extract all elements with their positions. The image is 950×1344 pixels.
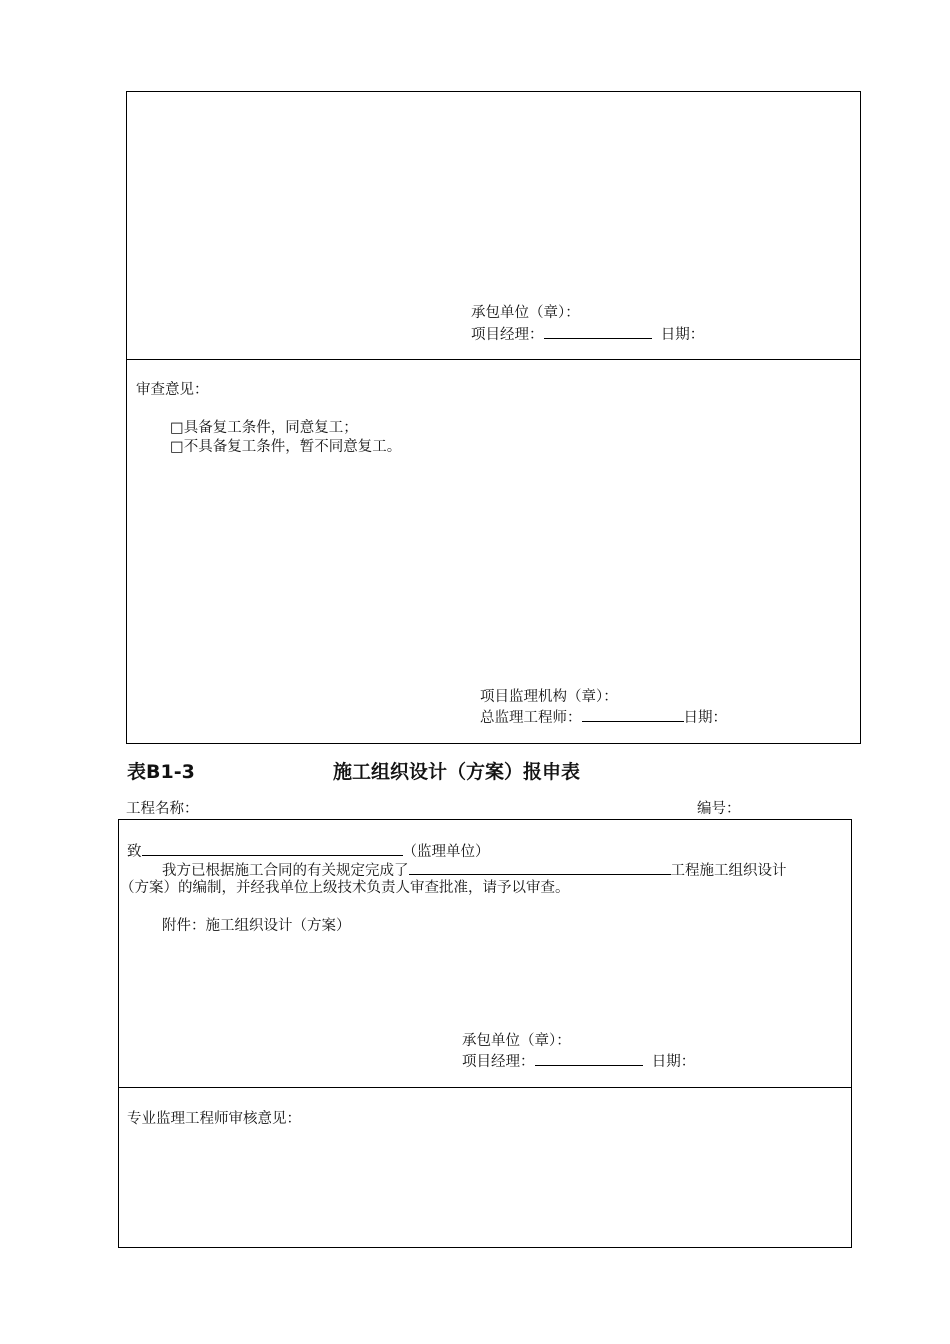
- b13-pm-signature-field[interactable]: [535, 1051, 643, 1066]
- top-pm-label: 项目经理：: [471, 327, 544, 343]
- top-chief-engineer-label: 总监理工程师：: [480, 710, 582, 726]
- top-pm-line: [471, 324, 704, 344]
- top-date-label: 日期：: [660, 327, 705, 343]
- b13-pm-line: [462, 1051, 695, 1071]
- b13-contractor-stamp: 承包单位（章）：: [462, 1033, 571, 1049]
- to-suffix: （监理单位）: [402, 844, 490, 860]
- b13-form-divider: [118, 1087, 852, 1088]
- body-line-2: （方案）的编制，并经我单位上级技术负责人审查批准，请予以审查。: [120, 880, 570, 896]
- top-review-title: 审查意见：: [136, 382, 209, 398]
- project-name-field[interactable]: [409, 860, 671, 875]
- option-reject-resume[interactable]: □不具备复工条件，暂不同意复工。: [170, 439, 402, 455]
- top-form-divider: [126, 359, 861, 360]
- b13-review-title: 专业监理工程师审核意见：: [127, 1111, 301, 1127]
- table-number: 表B1-3: [127, 761, 195, 783]
- top-pm-signature-field[interactable]: [544, 324, 652, 339]
- b13-pm-label: 项目经理：: [462, 1054, 535, 1070]
- top-chief-date-label: 日期：: [683, 710, 727, 726]
- addressee-line: [127, 841, 490, 861]
- top-chief-line: [480, 707, 727, 727]
- attachment-line: 附件：施工组织设计（方案）: [162, 918, 351, 934]
- body-text-part2: 工程施工组织设计: [670, 863, 787, 879]
- serial-number-label: 编号：: [697, 801, 741, 817]
- project-name-label: 工程名称：: [126, 801, 199, 817]
- supervision-unit-field[interactable]: [142, 841, 403, 856]
- b13-date-label: 日期：: [651, 1054, 696, 1070]
- top-supervision-stamp: 项目监理机构（章）：: [480, 689, 618, 705]
- page-title: 施工组织设计（方案）报申表: [333, 761, 581, 783]
- top-form-border: [126, 91, 861, 744]
- option-approve-resume[interactable]: □具备复工条件，同意复工；: [170, 420, 358, 436]
- top-contractor-stamp: 承包单位（章）：: [471, 305, 580, 321]
- body-text-part1: 我方已根据施工合同的有关规定完成了: [162, 863, 409, 879]
- body-line-1: [162, 860, 787, 880]
- top-chief-signature-field[interactable]: [582, 707, 684, 722]
- to-prefix: 致: [127, 844, 142, 860]
